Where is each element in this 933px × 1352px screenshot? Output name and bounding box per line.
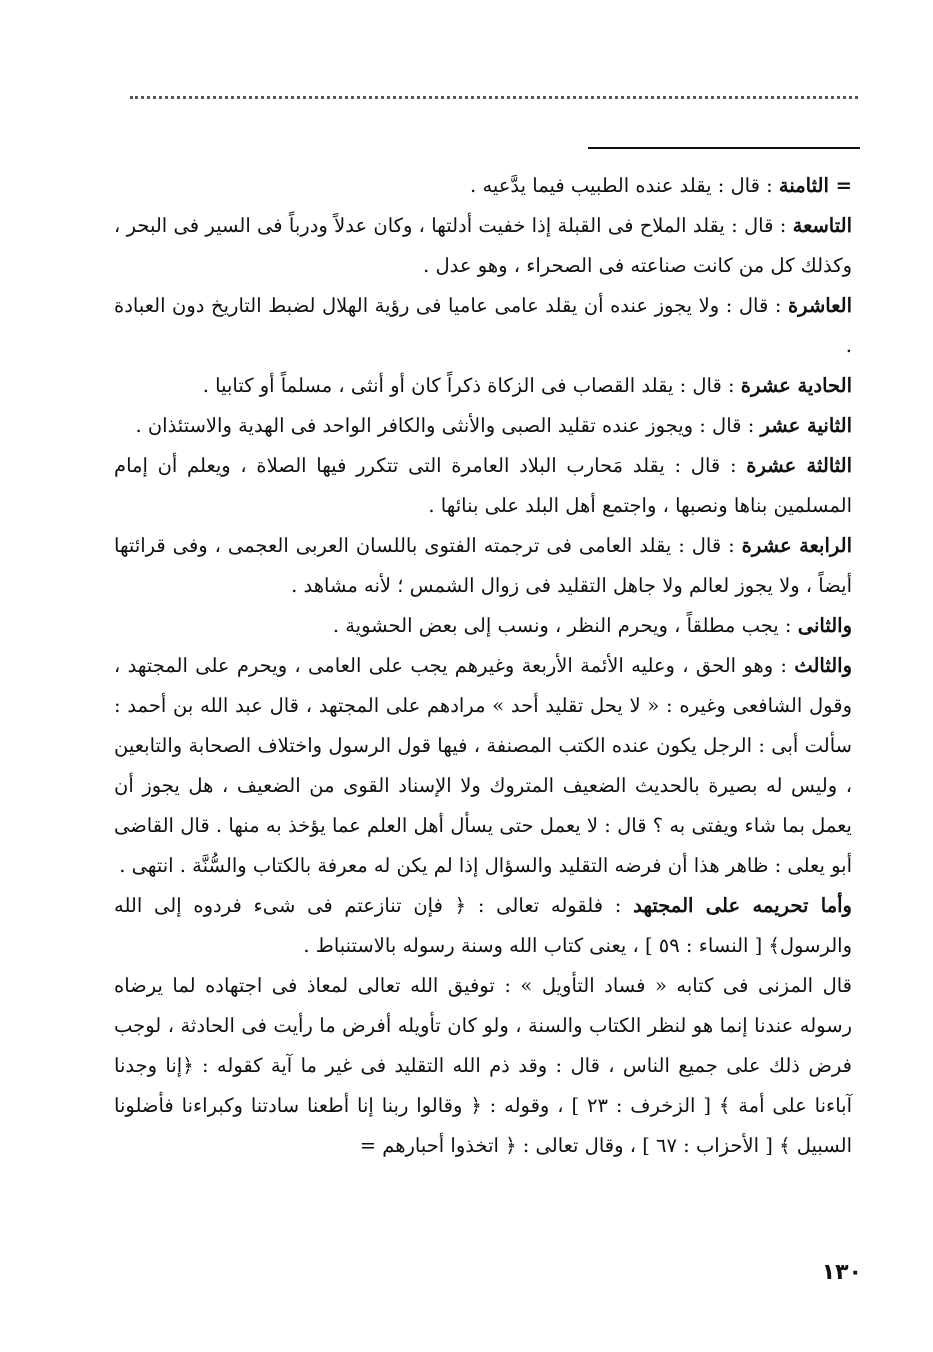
- paragraph-text: : قال : يقلد الملاح فى القبلة إذا خفيت أدلتها ، وكان عدلاً ودرباً فى السير فى البحر ، وكذلك كل من كانت صناعته فى الصحراء ، وهو عدل .: [114, 214, 852, 277]
- paragraph-heading: العاشرة: [787, 294, 852, 317]
- paragraph-heading: والثالث: [794, 654, 852, 677]
- paragraph-heading: الثانية عشر: [760, 414, 852, 437]
- paragraph-heading: الرابعة عشرة: [741, 534, 852, 557]
- paragraph-12: [114, 406, 862, 446]
- paragraph-heading: الثالثة عشرة: [746, 454, 853, 477]
- paragraph-text: : قال : ويجوز عنده تقليد الصبى والأنثى والكافر الواحد فى الهدية والاستئذان .: [135, 414, 761, 437]
- page-number: ١٣٠: [821, 1260, 862, 1285]
- paragraph-heading: = الثامنة: [778, 174, 852, 197]
- paragraph-heading: والثانى: [797, 614, 852, 637]
- paragraph-text: : قال : يقلد عنده الطبيب فيما يدَّعيه .: [470, 174, 779, 197]
- paragraph-second-view: [114, 606, 862, 646]
- paragraph-heading: وأما تحريمه على المجتهد: [633, 894, 852, 917]
- paragraph-11: [114, 366, 862, 406]
- paragraph-text: : يجب مطلقاً ، ويحرم النظر ، ونسب إلى بعض الحشوية .: [332, 614, 798, 637]
- paragraph-third-view: [114, 646, 862, 886]
- paragraph-8: [114, 166, 862, 206]
- paragraph-9: [114, 206, 862, 286]
- top-dotted-separator: [130, 96, 858, 109]
- paragraph-text: : وهو الحق ، وعليه الأئمة الأربعة وغيرهم يجب على العامى ، ويحرم على المجتهد ، وقول الشافعى وغيره : « لا يحل تقليد أحد » مرادهم على المجتهد ، قال عبد الله بن أحمد : سألت أبى : الرجل يكون عنده الكتب المصنفة ، فيها قول الرسول واختلاف الصحابة والتابعين ، وليس له بصيرة بالحديث الضعيف المتروك ولا الإسناد القوى من الضعيف ، هل يجوز أن يعمل بما شاء ويفتى به ؟ قال : لا يعمل حتى يسأل أهل العلم عما يؤخذ به منها . قال القاضى أبو يعلى : ظاهر هذا أن فرضه التقليد والسؤال إذا لم يكن له معرفة بالكتاب والسُّنَّة . انتهى .: [114, 654, 852, 877]
- paragraph-text: : قال : ولا يجوز عنده أن يقلد عامى عاميا فى رؤية الهلال لضبط التاريخ دون العبادة .: [114, 294, 852, 357]
- paragraph-13: [114, 446, 862, 526]
- paragraph-text: : قال : يقلد القصاب فى الزكاة ذكراً كان أو أنثى ، مسلماً أو كتابيا .: [202, 374, 741, 397]
- page-body: [114, 166, 862, 1166]
- paragraph-text: : فلقوله تعالى : ﴿ فإن تنازعتم فى شىء فردوه إلى الله والرسول﴾ [ النساء : ٥٩ ] ، يعنى كتاب الله وسنة رسوله بالاستنباط .: [114, 894, 852, 957]
- paragraph-text: : قال : يقلد مَحارب البلاد العامرة التى تتكرر فيها الصلاة ، ويعلم أن إمام المسلمين بناها ونصبها ، واجتمع أهل البلد على بنائها .: [114, 454, 852, 517]
- paragraph-heading: الحادية عشرة: [740, 374, 852, 397]
- paragraph-heading: التاسعة: [792, 214, 852, 237]
- header-rule: [588, 147, 860, 149]
- paragraph-prohibition: [114, 886, 862, 966]
- paragraph-muzani: [114, 966, 862, 1166]
- paragraph-14: [114, 526, 862, 606]
- paragraph-text: : قال : يقلد العامى فى ترجمته الفتوى باللسان العربى العجمى ، وفى قرائتها أيضاً ، ولا يجوز لعالم ولا جاهل التقليد فى زوال الشمس ؛ لأنه مشاهد .: [114, 534, 852, 597]
- paragraph-text: قال المزنى فى كتابه « فساد التأويل » : توفيق الله تعالى لمعاذ فى اجتهاده لما يرضاه رسوله عندنا إنما هو لنظر الكتاب والسنة ، ولو كان تأويله أفرض ما رأيت فى الحادثة ، لوجب فرض ذلك على جميع الناس ، قال : وقد ذم الله التقليد فى غير ما آية كقوله : ﴿إنا وجدنا آباءنا على أمة ﴾ [ الزخرف : ٢٣ ] ، وقوله : ﴿ وقالوا ربنا إنا أطعنا سادتنا وكبراءنا فأضلونا السبيل ﴾ [ الأحزاب : ٦٧ ] ، وقال تعالى : ﴿ اتخذوا أحبارهم =: [114, 974, 853, 1157]
- paragraph-10: [114, 286, 862, 366]
